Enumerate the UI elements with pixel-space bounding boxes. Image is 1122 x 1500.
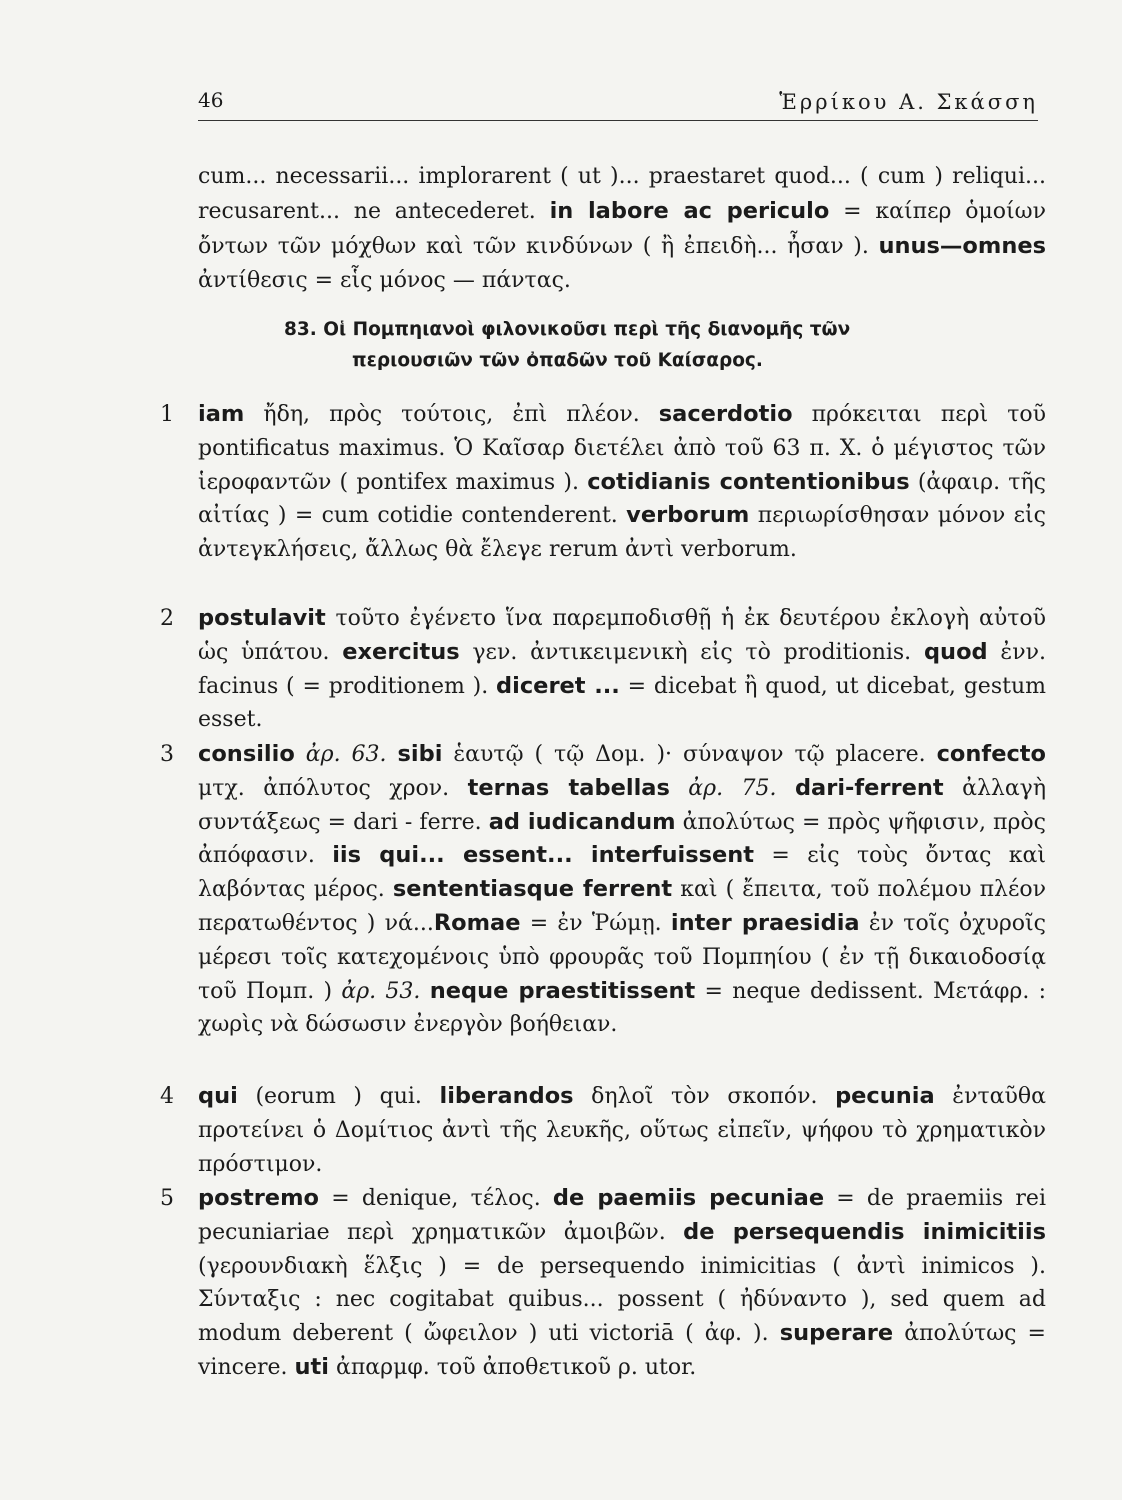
lemma: iam — [198, 401, 245, 427]
text-run — [670, 776, 688, 801]
section-heading — [284, 314, 984, 376]
lemma: qui — [198, 1083, 238, 1109]
running-title: Ἑρρίκου Α. Σκάσση — [779, 90, 1038, 114]
lemma: unus—omnes — [878, 233, 1046, 259]
text-run: = καίπερ ὁμοίων ὄντων τῶν μόχθων καὶ τῶν κινδύνων ( ἢ ἐπειδὴ... ἦσαν ). — [198, 199, 1046, 259]
lemma: consilio — [198, 741, 295, 767]
lemma: confecto — [936, 741, 1047, 767]
lemma: postulavit — [198, 605, 326, 631]
text-run: τοῦτο ἐγένετο ἵνα παρεμποδισθῇ ἡ ἐκ δευτέρου ἐκλογὴ αὐτοῦ ὡς ὑπάτου. — [198, 606, 1046, 665]
text-run — [777, 776, 795, 801]
text-run — [295, 742, 306, 767]
text-run: γεν. ἀντικειμενικὴ εἰς τὸ proditionis. — [459, 639, 924, 665]
text-run: ἐν τοῖς ὀχυροῖς μέρεσι τοῖς κατεχομένοις ὑπὸ φρουρᾶς τοῦ Πομπηίου ( ἐν τῇ δικαιοδοσίᾳ τοῦ Πομπ. ) — [198, 910, 1046, 1004]
reference: ἀρ. 75. — [688, 775, 777, 801]
text-run: ἀπολύτως = πρὸς ψῆφισιν, πρὸς ἀπόφασιν. — [198, 809, 1046, 869]
lemma: liberandos — [439, 1083, 574, 1109]
commentary-entry — [160, 602, 1046, 737]
text-run: ἑαυτῷ ( τῷ Δομ. )· σύναψον τῷ placere. — [442, 742, 937, 767]
text-run: = de praemiis rei pecuniariae περὶ χρηματικῶν ἀμοιβῶν. — [198, 1186, 1046, 1245]
line-number: 1 — [160, 402, 174, 427]
text-run: = denique, τέλος. — [318, 1186, 553, 1211]
page-header — [198, 88, 1038, 121]
lemma: sacerdotio — [658, 401, 793, 427]
lemma: sententiasque ferrent — [392, 876, 673, 903]
text-run: (γερουνδιακὴ ἕλξις ) = de persequendo inimicitias ( ἀντὶ inimicos ). Σύνταξις : nec cogitabat quibus... possent ( ἠδύναντο ), sed quem ad modum deberent ( ὤφειλον ) uti victoriā ( ἀφ. ). — [198, 1253, 1046, 1347]
text-run: = dicebat ἢ quod, ut dicebat, gestum esset. — [198, 673, 1046, 733]
text-run: ἀπολύτως = vincere. — [198, 1321, 1046, 1380]
lemma: superare — [779, 1320, 894, 1347]
lemma: ad iudicandum — [488, 808, 676, 835]
lemma: ternas tabellas — [467, 774, 670, 801]
text-run: = ἐν Ῥώμῃ. — [520, 910, 671, 936]
lemma: Romae — [433, 909, 521, 936]
text-run: cum... necessarii... implorarent ( ut )... praestaret quod... ( cum ) reliqui... recusarent... ne antecederet. — [198, 164, 1046, 224]
lemma: uti — [294, 1353, 329, 1380]
lemma: exercitus — [342, 638, 460, 665]
lemma: postremo — [198, 1185, 319, 1211]
section-heading-line: 83. Οἱ Πομπηιανοὶ φιλονικοῦσι περὶ τῆς διανομῆς τῶν — [284, 319, 851, 340]
text-run: ἐνν. facinus ( = proditionem ). — [198, 639, 1046, 699]
text-run: ἤδη, πρὸς τούτοις, ἐπὶ πλέον. — [244, 402, 659, 427]
line-number: 2 — [160, 606, 174, 631]
commentary-entry — [160, 398, 1047, 567]
text-run: καὶ ( ἔπειτα, τοῦ πολέμου πλέον περατωθέντος ) νά... — [198, 877, 1046, 936]
text-run: = neque dedissent. Μετάφρ. : χωρὶς νὰ δώσωσιν ἐνεργὸν βοήθειαν. — [198, 978, 1046, 1038]
text-run: πρόκειται περὶ τοῦ pontificatus maximus. Ὁ Καῖσαρ διετέλει ἀπὸ τοῦ 63 π. Χ. ὁ μέγιστος τῶν ἱεροφαντῶν ( pontifex maximus ). — [198, 402, 1047, 495]
text-run: (ἀφαιρ. τῆς αἰτίας ) = cum cotidie contenderent. — [198, 469, 1046, 529]
commentary-entry — [160, 1182, 1046, 1385]
reference: ἀρ. 53. — [341, 978, 421, 1004]
text-run — [387, 742, 398, 767]
lemma: cotidianis contentionibus — [587, 468, 910, 495]
opening-paragraph — [198, 160, 1046, 298]
lemma: iis qui... essent... interfuissent — [332, 842, 755, 869]
text-run: περιωρίσθησαν μόνον εἰς ἀντεγκλήσεις, ἄλλως θὰ ἔλεγε rerum ἀντὶ verborum. — [198, 503, 1046, 563]
text-run: (eorum ) qui. — [237, 1084, 440, 1109]
lemma: sibi — [397, 741, 443, 767]
lemma: de persequendis inimicitiis — [683, 1218, 1046, 1245]
lemma: de paemiis pecuniae — [552, 1185, 825, 1211]
commentary-entry — [160, 1080, 1046, 1181]
line-number: 3 — [160, 742, 174, 767]
line-number: 5 — [160, 1186, 174, 1211]
lemma: quod — [923, 638, 988, 665]
lemma: diceret ... — [496, 672, 620, 699]
text-run: ἐνταῦθα προτείνει ὁ Δομίτιος ἀντὶ τῆς λευκῆς, οὕτως εἰπεῖν, ψήφου τὸ χρηματικὸν πρόστιμον. — [198, 1084, 1046, 1177]
section-heading-line: περιουσιῶν τῶν ὀπαδῶν τοῦ Καίσαρος. — [352, 350, 763, 371]
text-run: δηλοῖ τὸν σκοπόν. — [573, 1084, 836, 1109]
text-run: = εἰς τοὺς ὄντας καὶ λαβόντας μέρος. — [198, 843, 1047, 903]
reference: ἀρ. 63. — [305, 742, 387, 767]
lemma: neque praestitissent — [429, 977, 696, 1004]
lemma: dari-ferrent — [794, 774, 944, 801]
line-number: 4 — [160, 1084, 174, 1109]
text-run: ἀλλαγὴ συντάξεως = dari - ferre. — [198, 775, 1047, 835]
page-number: 46 — [198, 88, 224, 112]
text-run — [420, 979, 429, 1004]
text-run: ἀντίθεσις = εἷς μόνος — πάντας. — [198, 268, 571, 293]
lemma: verborum — [626, 502, 750, 529]
lemma: inter praesidia — [670, 909, 860, 936]
lemma: in labore ac periculo — [549, 198, 830, 224]
text-run: ἀπαρμφ. τοῦ ἀποθετικοῦ ρ. utor. — [329, 1354, 697, 1380]
commentary-entry — [160, 738, 1047, 1042]
lemma: pecunia — [835, 1083, 935, 1109]
text-run: μτχ. ἀπόλυτος χρον. — [198, 775, 468, 801]
